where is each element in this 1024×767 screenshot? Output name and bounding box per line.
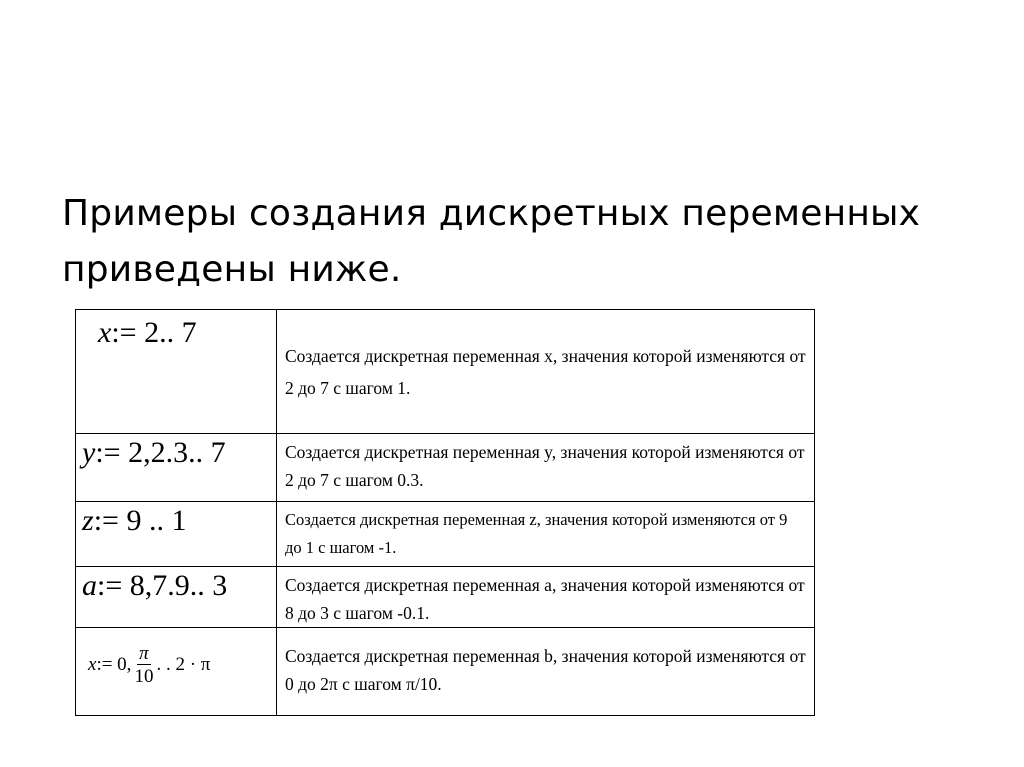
expression-cell <box>76 628 277 716</box>
formula-assign: := 0, <box>96 654 132 675</box>
table-row <box>76 502 815 567</box>
range-formula <box>88 644 210 686</box>
range-expression: := 2.. 7 <box>111 316 197 349</box>
examples-table <box>75 309 815 716</box>
expression-cell <box>76 502 277 567</box>
description-cell: Создается дискретная переменная a, значения которой изменяются от 8 до 3 с шагом -0.1. <box>277 567 815 628</box>
range-expression: := 2,2.3.. 7 <box>95 436 226 469</box>
range-expression: := 8,7.9.. 3 <box>97 569 228 602</box>
fraction-numerator: π <box>139 643 149 664</box>
variable-name: a <box>82 569 97 602</box>
expression-cell <box>76 434 277 502</box>
expression-cell <box>76 567 277 628</box>
variable-name: y <box>82 436 96 469</box>
table-row <box>76 434 815 502</box>
expression-cell <box>76 310 277 434</box>
description-cell: Создается дискретная переменная x, значения которой изменяются от 2 до 7 с шагом 1. <box>277 310 815 434</box>
description-cell: Создается дискретная переменная b, значения которой изменяются от 0 до 2π с шагом π/10. <box>277 628 815 716</box>
slide-title: Примеры создания дискретных переменных приведены ниже. <box>62 193 921 290</box>
formula-rest: . . 2 · π <box>156 654 211 675</box>
table-row <box>76 310 815 434</box>
description-cell: Создается дискретная переменная y, значения которой изменяются от 2 до 7 с шагом 0.3. <box>277 434 815 502</box>
table-row <box>76 628 815 716</box>
variable-name: x <box>88 654 97 675</box>
table-row <box>76 567 815 628</box>
fraction-denominator: 10 <box>134 666 154 687</box>
variable-name: z <box>82 504 94 537</box>
variable-name: x <box>98 316 112 349</box>
range-expression: := 9 .. 1 <box>93 504 187 537</box>
description-cell: Создается дискретная переменная z, значения которой изменяются от 9 до 1 с шагом -1. <box>277 502 815 567</box>
fraction <box>134 644 153 686</box>
